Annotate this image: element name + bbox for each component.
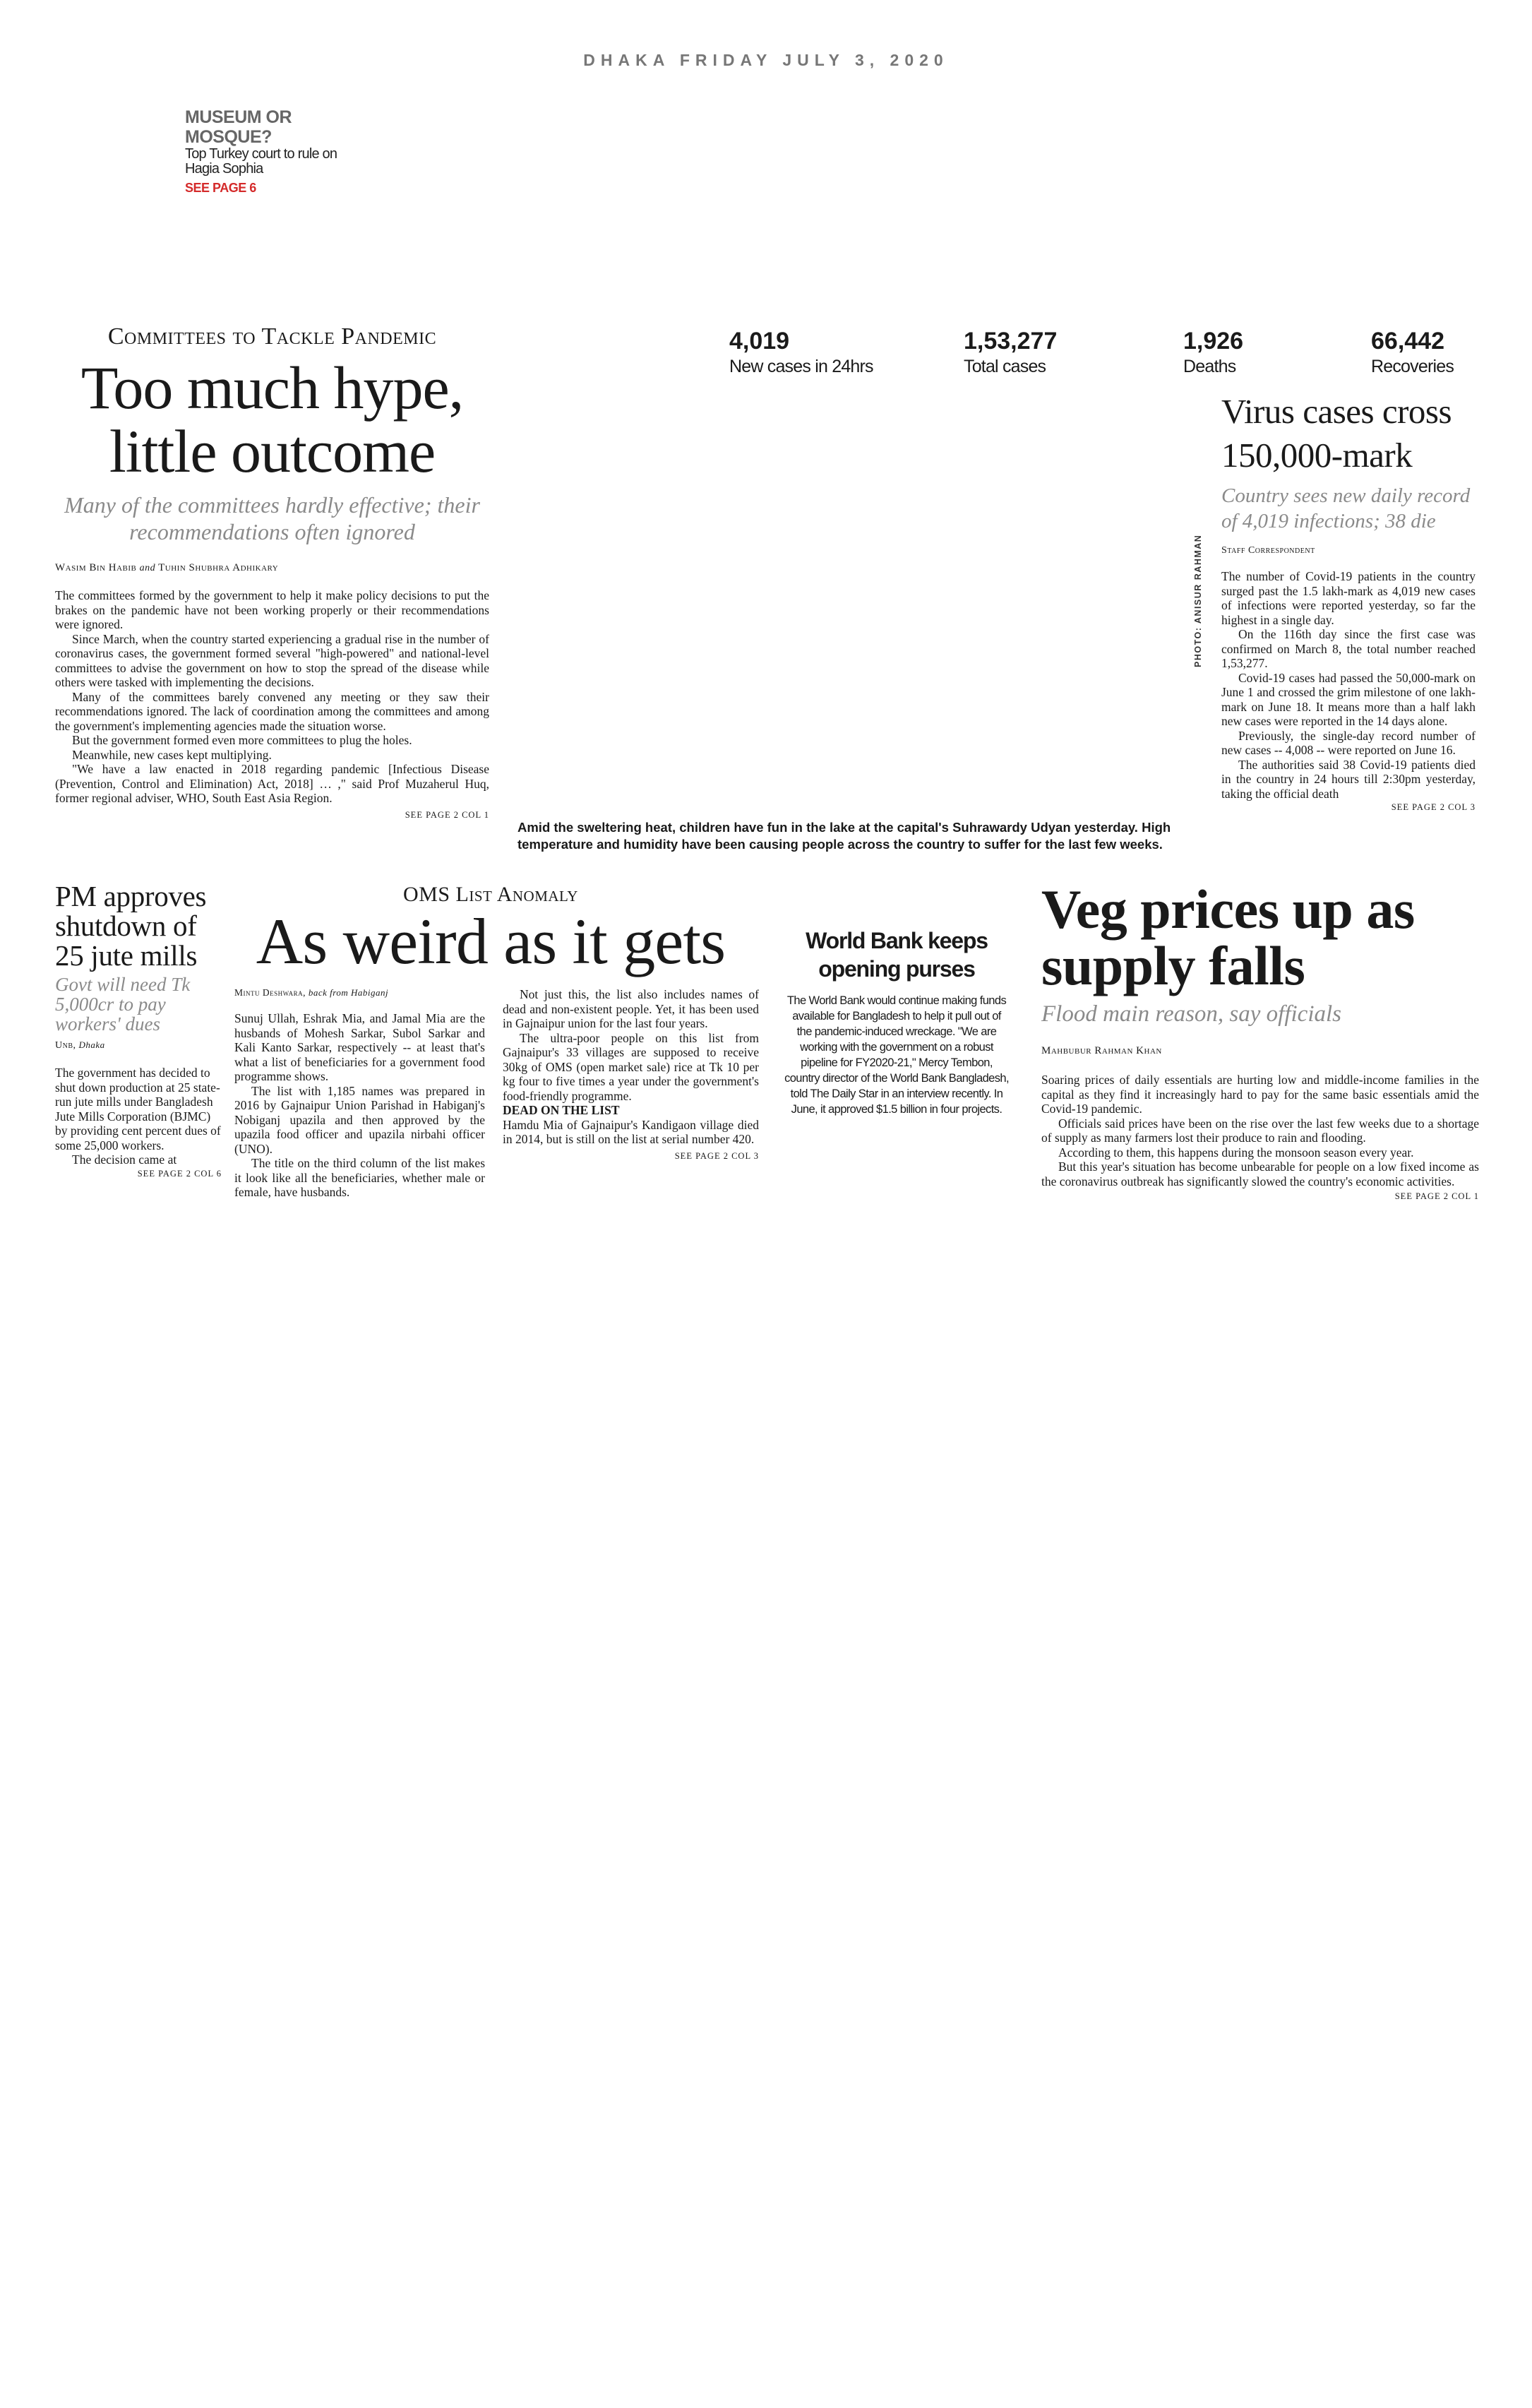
virus-body	[1221, 569, 1476, 801]
lead-byline-author-2: Tuhin Shubhra Adhikary	[158, 562, 279, 573]
wb-text: The World Bank would continue making funds available for Bangladesh to help it pull out of the pandemic-induced wreckage. "We are working with the government on a robust pipeline for FY2020-21," Mercy Tembon, country director of the World Bank Bangladesh, told The Daily Star in an interview recently. In June, it approved $1.5 billion in four projects.	[784, 994, 1009, 1116]
lead-body	[55, 588, 489, 806]
pm-dateline: Dhaka	[78, 1039, 105, 1050]
stat-label: Deaths	[1183, 357, 1236, 376]
oms-headline[interactable]: As weird as it gets	[256, 905, 726, 977]
pm-deck: Govt will need Tk 5,000cr to pay workers' dues	[55, 974, 191, 1035]
stat-deaths	[1183, 328, 1243, 377]
lead-deck: Many of the committees hardly effective; their recommendations often ignored	[64, 492, 480, 544]
oms-byline	[234, 987, 485, 999]
teaser-box[interactable]	[185, 107, 369, 196]
veg-paragraph: According to them, this happens during the monsoon season every year.	[1058, 1145, 1414, 1160]
virus-paragraph: Covid-19 cases had passed the 50,000-mark on June 1 and crossed the grim milestone of one lakh-mark on June 18. It means more than a half lakh new cases were reported in the 14 days alone.	[1221, 670, 1476, 728]
pm-byline	[55, 1039, 222, 1051]
lead-see-page[interactable]: SEE PAGE 2 COL 1	[405, 809, 489, 820]
date-line: DHAKA FRIDAY JULY 3, 2020	[583, 51, 949, 69]
photo-caption: Amid the sweltering heat, children have fun in the lake at the capital's Suhrawardy Udyan yesterday. High temperature and humidity have been causing people across the country to suffer for the last few weeks.	[517, 820, 1171, 852]
stat-value: 66,442	[1371, 328, 1444, 354]
lead-paragraph: But the government formed even more committees to plug the holes.	[72, 733, 412, 747]
pm-story	[55, 881, 222, 1179]
oms-subhead: DEAD ON THE LIST	[503, 1103, 620, 1117]
veg-paragraph: Soaring prices of daily essentials are hurting low and middle-income families in the capital as they find it increasingly hard to pay for the same basic essentials amid the Covid-19 pandemic.	[1041, 1073, 1479, 1116]
oms-body-col1	[234, 1011, 485, 1200]
oms-column-1	[234, 987, 485, 1200]
lead-paragraph: Since March, when the country started experiencing a gradual rise in the number of coronavirus cases, the government formed several "high-powered" and national-level committees to advise the government on how to stop the spread of the disease while others were tasked with implementing the decisions.	[55, 631, 489, 689]
pm-body	[55, 1066, 222, 1167]
stat-total-cases	[964, 328, 1057, 377]
lead-paragraph: Many of the committees barely convened any meeting or they saw their recommendations ignored. The lack of coordination among the committees and among the government's implementing agencies made the situation worse.	[55, 689, 489, 733]
stat-value: 1,53,277	[964, 328, 1058, 354]
virus-paragraph: The number of Covid-19 patients in the country surged past the 1.5 lakh-mark as 4,019 new cases of infections were reported yesterday, so far the highest in a single day.	[1221, 569, 1476, 627]
lead-byline-and: and	[139, 563, 156, 573]
oms-paragraph: The list with 1,185 names was prepared in 2016 by Gajnaipur Union Parishad in Habiganj's Nobiganj upazila and then approved by the upazila food officer and upazila nirbahi officer (UNO).	[234, 1083, 485, 1156]
pm-see-page[interactable]: SEE PAGE 2 COL 6	[137, 1168, 222, 1179]
oms-see-page[interactable]: SEE PAGE 2 COL 3	[674, 1150, 759, 1161]
teaser-see-page[interactable]: SEE PAGE 6	[185, 181, 256, 195]
oms-byline-author: Mintu Deshwara,	[234, 987, 306, 998]
veg-paragraph: Officials said prices have been on the rise over the last few weeks due to a shortage of supply as many farmers lost their produce to rain and flooding.	[1041, 1116, 1479, 1145]
teaser-text: Top Turkey court to rule on Hagia Sophia	[185, 146, 337, 177]
stat-recoveries	[1371, 328, 1454, 377]
oms-paragraph: Hamdu Mia of Gajnaipur's Kandigaon village died in 2014, but is still on the list at serial number 420.	[503, 1117, 759, 1146]
virus-byline: Staff Correspondent	[1221, 545, 1315, 556]
lead-paragraph: Meanwhile, new cases kept multiplying.	[72, 747, 272, 762]
pm-headline[interactable]: PM approves shutdown of 25 jute mills	[55, 880, 207, 972]
veg-headline[interactable]: Veg prices up as supply falls	[1041, 878, 1415, 996]
oms-kicker: OMS List Anomaly	[403, 883, 578, 906]
lead-kicker: Committees to Tackle Pandemic	[107, 323, 437, 350]
world-bank-brief	[784, 926, 1010, 1117]
lead-byline-author-1: Wasim Bin Habib	[55, 562, 137, 573]
pm-byline-agency: Unb,	[55, 1040, 76, 1051]
stat-label: New cases in 24hrs	[729, 357, 873, 376]
oms-paragraph: The ultra-poor people on this list from Gajnaipur's 33 villages are supposed to receive 30kg of OMS (open market sale) rice at Tk 10 per kg four to five times a year under the government's food-friendly programme.	[503, 1030, 759, 1103]
virus-paragraph: The authorities said 38 Covid-19 patients died in the country in 24 hours till 2:30pm yesterday, taking the official death	[1221, 757, 1476, 801]
veg-deck: Flood main reason, say officials	[1041, 1001, 1342, 1027]
wb-headline[interactable]: World Bank keeps opening purses	[806, 928, 988, 982]
lead-byline	[55, 562, 489, 574]
virus-see-page[interactable]: SEE PAGE 2 COL 3	[1391, 802, 1476, 812]
virus-story	[1221, 390, 1476, 813]
veg-story	[1041, 878, 1479, 1202]
photo-credit: PHOTO: ANISUR RAHMAN	[1193, 534, 1203, 667]
oms-column-2	[503, 987, 759, 1162]
lead-photo[interactable]	[519, 410, 1168, 805]
virus-paragraph: Previously, the single-day record number of new cases -- 4,008 -- were reported on June 16.	[1221, 728, 1476, 757]
lead-story	[55, 323, 489, 821]
pm-paragraph: The government has decided to shut down production at 25 state-run jute mills under Bangladesh Jute Mills Corporation (BJMC) by providing cent percent dues of some 25,000 workers.	[55, 1066, 221, 1152]
stat-value: 4,019	[729, 328, 790, 354]
lead-paragraph: "We have a law enacted in 2018 regarding pandemic [Infectious Disease (Prevention, Control and Elimination) Act, 2018] … ," said Prof Muzaherul Huq, former regional adviser, WHO, South East Asia Region.	[55, 762, 489, 805]
oms-paragraph: Not just this, the list also includes names of dead and non-existent people. Yet, it has been used in Gajnaipur union for the last four years.	[503, 987, 759, 1030]
stat-value: 1,926	[1183, 328, 1244, 354]
oms-dateline: back from Habiganj	[308, 987, 389, 998]
stat-new-cases	[729, 328, 873, 377]
veg-body	[1041, 1073, 1479, 1188]
stat-label: Total cases	[964, 357, 1046, 376]
oms-paragraph: The title on the third column of the list makes it look like all the beneficiaries, whether male or female, have husbands.	[234, 1156, 485, 1199]
oms-paragraph: Sunuj Ullah, Eshrak Mia, and Jamal Mia are the husbands of Mohesh Sarkar, Subol Sarkar and Kali Kanto Sarkar, respectively -- at least that's what a list of beneficiaries for a government food programme shows.	[234, 1011, 485, 1083]
veg-paragraph: But this year's situation has become unbearable for people on a low fixed income as the coronavirus outbreak has significantly slowed the country's economic activities.	[1041, 1160, 1479, 1188]
virus-deck: Country sees new daily record of 4,019 infections; 38 die	[1221, 484, 1471, 532]
veg-see-page[interactable]: SEE PAGE 2 COL 1	[1394, 1191, 1479, 1201]
virus-paragraph: On the 116th day since the first case was confirmed on March 8, the total number reached 1,53,277.	[1221, 627, 1476, 670]
oms-body-col2	[503, 987, 759, 1147]
lead-headline[interactable]: Too much hype, little outcome	[80, 354, 464, 485]
veg-byline: Mahbubur Rahman Khan	[1041, 1045, 1162, 1056]
lead-paragraph: The committees formed by the government to help it make policy decisions to put the brakes on the pandemic have not been working properly or their recommendations were ignored.	[55, 588, 489, 631]
stat-label: Recoveries	[1371, 357, 1454, 376]
pm-paragraph: The decision came at	[72, 1152, 177, 1167]
virus-headline[interactable]: Virus cases cross 150,000-mark	[1221, 392, 1452, 475]
teaser-kicker: MUSEUM OR MOSQUE?	[185, 107, 292, 147]
